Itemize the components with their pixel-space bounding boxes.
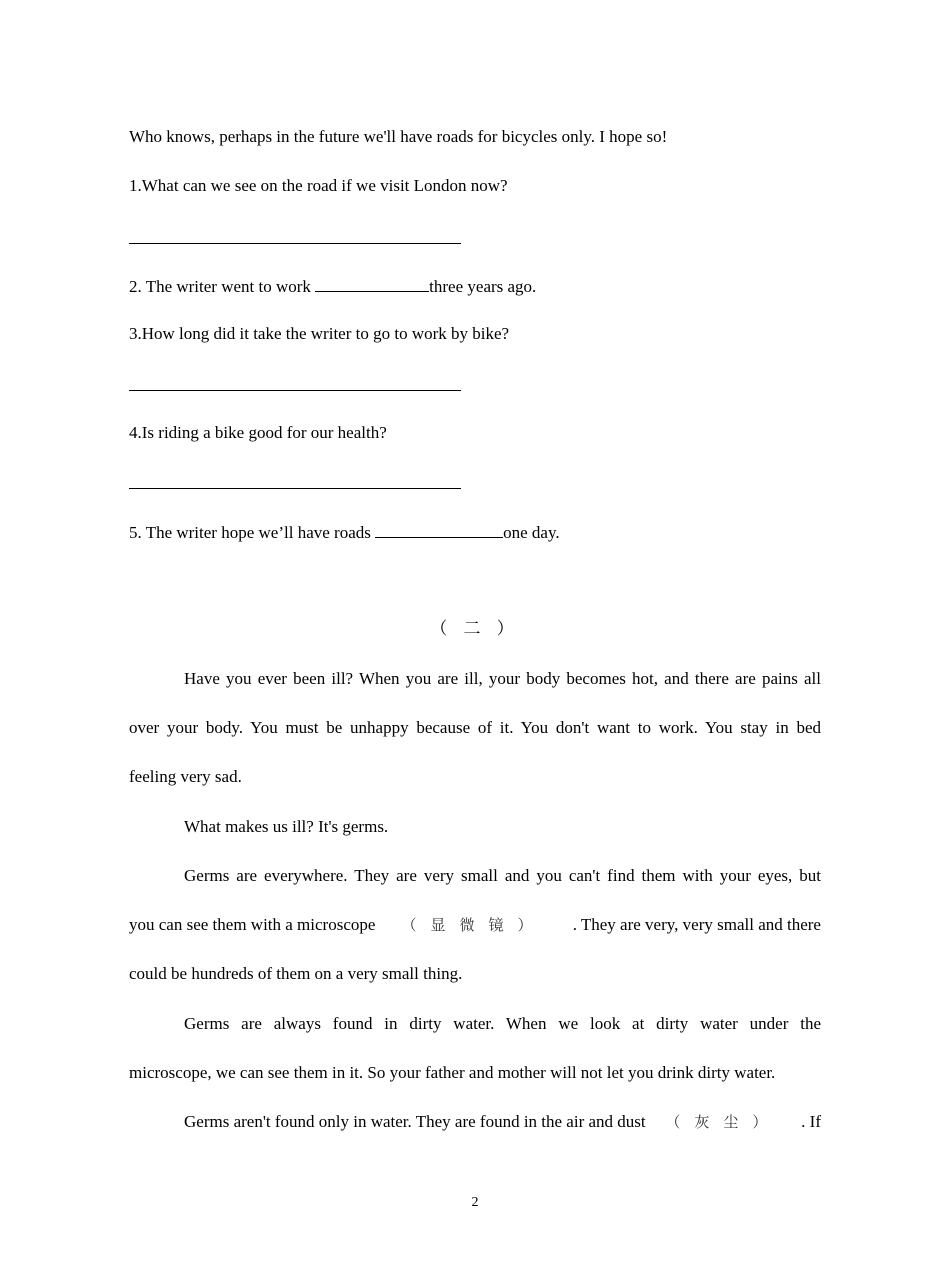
passage-p5-line1-end: . If [801, 1112, 821, 1131]
passage-p4-line1: Germs are always found in dirty water. When we look at dirty water under the [184, 1014, 821, 1033]
passage-p1-line1: Have you ever been ill? When you are ill, your body becomes hot, and there are pains all [184, 669, 821, 688]
passage-p3-line2-start: you can see them with a microscope [129, 915, 376, 934]
passage-p1-line3: feeling very sad. [129, 767, 242, 786]
passage-p3-line1: Germs are everywhere. They are very small and you can't find them with your eyes, but [184, 866, 821, 885]
question-2-before: 2. The writer went to work [129, 277, 316, 296]
question-3: 3.How long did it take the writer to go to work by bike? [129, 324, 510, 343]
passage-p5-line1-start: Germs aren't found only in water. They are found in the air and dust [184, 1112, 646, 1131]
passage-p4-line2: microscope, we can see them in it. So your father and mother will not let you drink dirty water. [129, 1063, 776, 1082]
intro-line: Who knows, perhaps in the future we'll have roads for bicycles only. I hope so! [129, 127, 668, 146]
passage-p3-line2-end: . They are very, very small and there [572, 915, 821, 934]
question-1: 1.What can we see on the road if we visit London now? [129, 176, 508, 195]
passage-p3-gloss-microscope: （显微镜） [401, 916, 547, 934]
passage-p3-line2 [129, 915, 821, 935]
question-2 [129, 275, 536, 297]
question-5 [129, 521, 560, 543]
passage-p1-line2: over your body. You must be unhappy because of it. You don't want to work. You stay in bed [129, 718, 821, 737]
question-5-after: one day. [503, 523, 560, 542]
question-5-before: 5. The writer hope we’ll have roads [129, 523, 376, 542]
fill-in-blank-5 [375, 521, 503, 538]
section-heading: （ 二 ） [430, 619, 520, 638]
answer-line-3 [129, 390, 461, 391]
passage-p3-line3: could be hundreds of them on a very small thing. [129, 964, 463, 983]
answer-line-4 [129, 488, 461, 489]
question-2-after: three years ago. [429, 277, 537, 296]
page-number: 2 [471, 1195, 479, 1210]
passage-p5-line1 [184, 1112, 821, 1132]
fill-in-blank-2 [315, 275, 429, 292]
passage-p5-gloss-dust: （灰尘） [665, 1113, 782, 1131]
answer-line-1 [129, 243, 461, 244]
passage-p2: What makes us ill? It's germs. [184, 817, 389, 836]
question-4: 4.Is riding a bike good for our health? [129, 423, 387, 442]
